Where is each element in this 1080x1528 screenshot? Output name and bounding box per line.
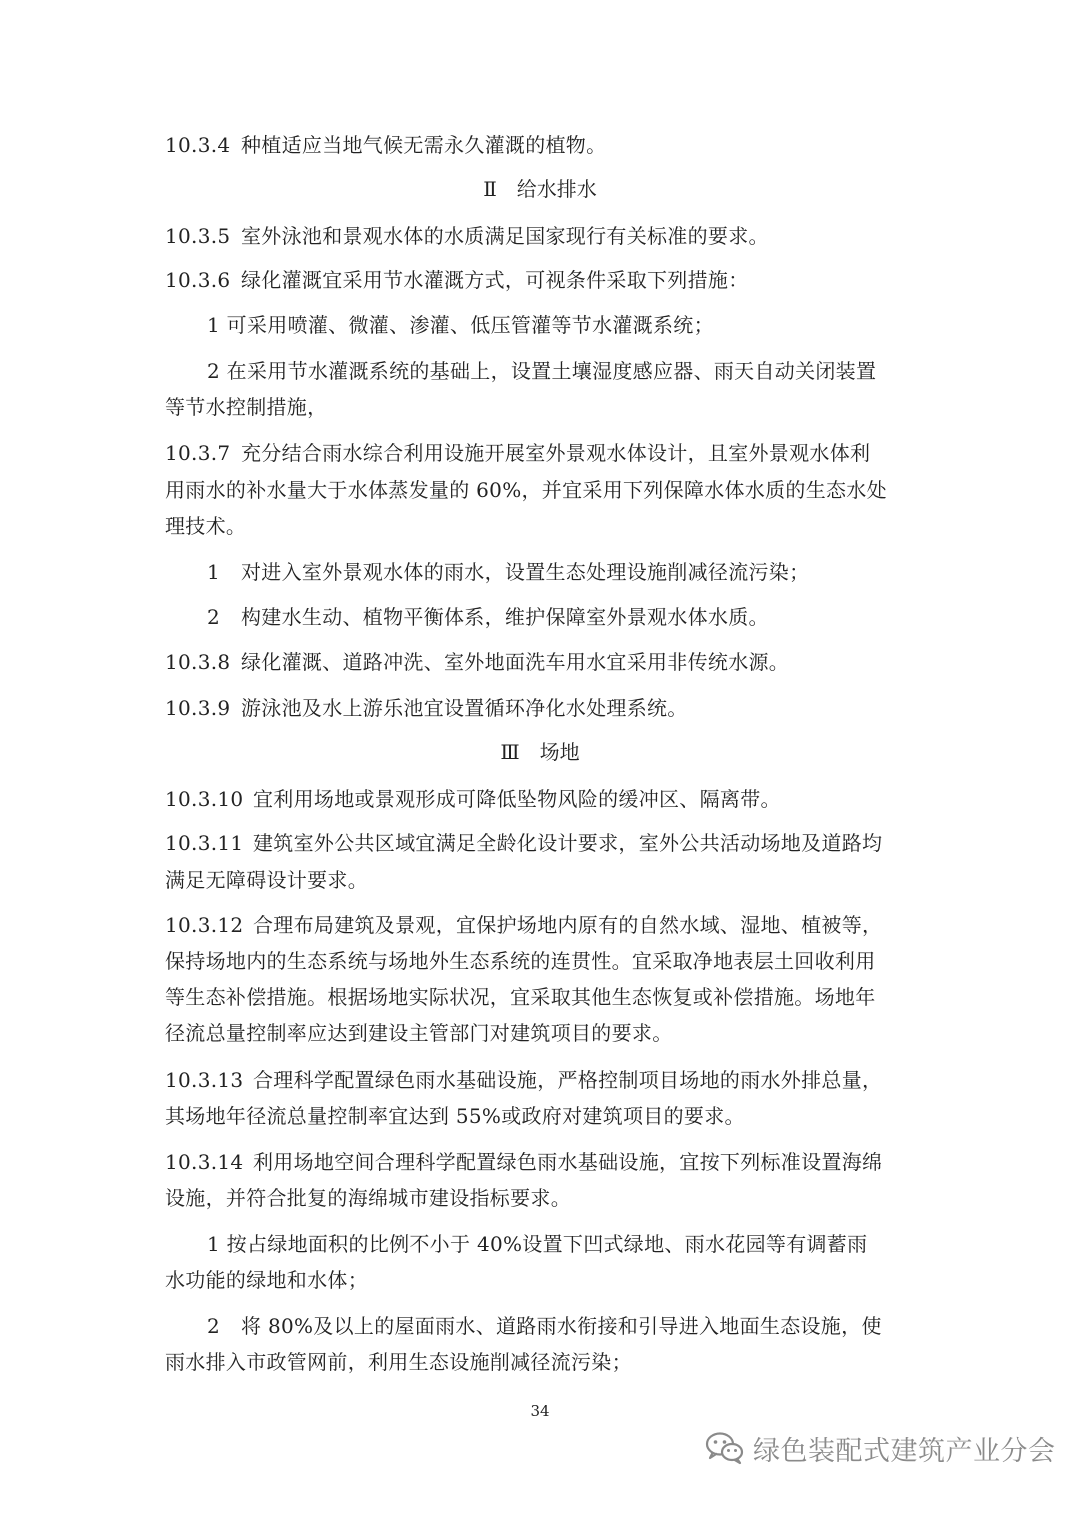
clause-text: 绿化灌溉宜采用节水灌溉方式，可视条件采取下列措施：	[241, 268, 749, 292]
list-item-2-continued: 雨水排入市政管网前，利用生态设施削减径流污染；	[165, 1350, 632, 1374]
clause-number: 10.3.4	[165, 133, 231, 157]
list-item-1: 1 按占绿地面积的比例不小于 40%设置下凹式绿地、雨水花园等有调蓄雨	[207, 1232, 868, 1256]
clause-10-3-8	[165, 648, 925, 676]
item-number: 2	[207, 605, 221, 629]
clause-10-3-7-line-3: 理技术。	[165, 514, 247, 538]
clause-number: 10.3.12	[165, 913, 244, 937]
clause-number: 10.3.6	[165, 268, 231, 292]
clause-text: 合理科学配置绿色雨水基础设施，严格控制项目场地的雨水外排总量，	[253, 1068, 883, 1092]
clause-10-3-12-line-3: 等生态补偿措施。根据场地实际状况，宜采取其他生态恢复或补偿措施。场地年	[165, 985, 876, 1009]
clause-10-3-13-line-2: 其场地年径流总量控制率宜达到 55%或政府对建筑项目的要求。	[165, 1104, 745, 1128]
section-heading-site: Ⅲ 场地	[500, 740, 580, 764]
watermark	[705, 1428, 1056, 1468]
clause-10-3-7	[165, 439, 925, 467]
clause-number: 10.3.7	[165, 441, 231, 465]
clause-text: 种植适应当地气候无需永久灌溉的植物。	[241, 133, 607, 157]
clause-number: 10.3.10	[165, 787, 244, 811]
clause-text: 绿化灌溉、道路冲洗、室外地面洗车用水宜采用非传统水源。	[241, 650, 790, 674]
clause-number: 10.3.5	[165, 224, 231, 248]
item-text: 构建水生动、植物平衡体系，维护保障室外景观水体水质。	[241, 605, 769, 629]
item-text: 对进入室外景观水体的雨水，设置生态处理设施削减径流污染；	[241, 560, 810, 584]
clause-text: 合理布局建筑及景观，宜保护场地内原有的自然水域、湿地、植被等，	[253, 913, 883, 937]
clause-10-3-11	[165, 829, 925, 857]
clause-10-3-6	[165, 266, 925, 294]
clause-text: 室外泳池和景观水体的水质满足国家现行有关标准的要求。	[241, 224, 769, 248]
clause-text: 建筑室外公共区域宜满足全龄化设计要求，室外公共活动场地及道路均	[253, 831, 883, 855]
watermark-text: 绿色装配式建筑产业分会	[753, 1435, 1056, 1467]
clause-text: 充分结合雨水综合利用设施开展室外景观水体设计，且室外景观水体利	[241, 441, 871, 465]
clause-10-3-10	[165, 785, 925, 813]
clause-text: 游泳池及水上游乐池宜设置循环净化水处理系统。	[241, 696, 688, 720]
list-item-2	[207, 603, 967, 631]
list-item-1: 1 可采用喷灌、微灌、渗灌、低压管灌等节水灌溉系统；	[207, 313, 714, 337]
clause-number: 10.3.9	[165, 696, 231, 720]
clause-number: 10.3.13	[165, 1068, 244, 1092]
section-heading-water-supply: Ⅱ 给水排水	[483, 177, 597, 201]
list-item-2-continued: 等节水控制措施，	[165, 395, 328, 419]
clause-10-3-12-line-4: 径流总量控制率应达到建设主管部门对建筑项目的要求。	[165, 1021, 673, 1045]
clause-10-3-13	[165, 1066, 925, 1094]
item-number: 2	[207, 1314, 221, 1338]
clause-10-3-7-line-2: 用雨水的补水量大于水体蒸发量的 60%，并宜采用下列保障水体水质的生态水处	[165, 478, 887, 502]
list-item-1	[207, 558, 967, 586]
clause-10-3-9	[165, 694, 925, 722]
clause-number: 10.3.14	[165, 1150, 244, 1174]
clause-10-3-12-line-2: 保持场地内的生态系统与场地外生态系统的连贯性。宜采取净地表层土回收利用	[165, 949, 876, 973]
clause-10-3-14	[165, 1148, 925, 1176]
list-item-2: 2 在采用节水灌溉系统的基础上，设置土壤湿度感应器、雨天自动关闭装置	[207, 359, 877, 383]
page-number: 34	[530, 1402, 550, 1420]
clause-number: 10.3.11	[165, 831, 244, 855]
list-item-1-continued: 水功能的绿地和水体；	[165, 1268, 368, 1292]
clause-10-3-12	[165, 911, 925, 939]
clause-text: 宜利用场地或景观形成可降低坠物风险的缓冲区、隔离带。	[253, 787, 781, 811]
clause-number: 10.3.8	[165, 650, 231, 674]
list-item-2	[207, 1312, 967, 1340]
clause-10-3-11-line-2: 满足无障碍设计要求。	[165, 868, 368, 892]
item-number: 1	[207, 560, 221, 584]
clause-10-3-5	[165, 222, 925, 250]
clause-text: 利用场地空间合理科学配置绿色雨水基础设施，宜按下列标准设置海绵	[253, 1150, 883, 1174]
wechat-icon	[705, 1431, 745, 1465]
clause-10-3-14-line-2: 设施，并符合批复的海绵城市建设指标要求。	[165, 1186, 571, 1210]
clause-10-3-4	[165, 131, 925, 159]
item-text: 将 80%及以上的屋面雨水、道路雨水衔接和引导进入地面生态设施，使	[241, 1314, 882, 1338]
